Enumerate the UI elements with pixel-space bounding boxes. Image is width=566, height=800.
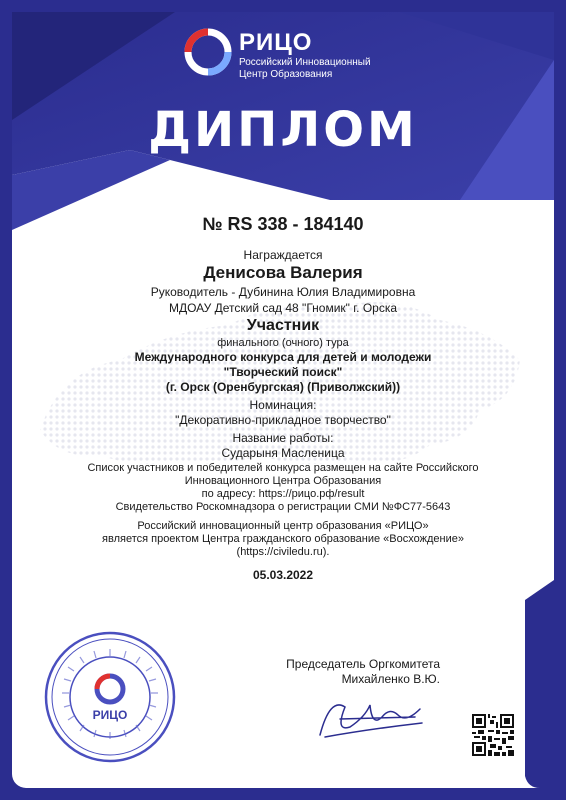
project-line3: (https://civiledu.ru). [236,546,330,558]
institution: МДОАУ Детский сад 48 "Гномик" г. Орска [168,301,398,315]
rico-logo [183,27,383,83]
work-title-label: Название работы: [232,431,334,445]
logo-name: РИЦО [239,29,313,56]
logo-subtitle-line2: Центр Образования [239,69,333,80]
nomination-value: "Декоративно-прикладное творчество" [175,413,391,427]
contest-name-line1: Международного конкурса для детей и молодежи [134,350,432,364]
notice-line4: Свидетельство Роскомнадзора о регистрации СМИ №ФС77-5643 [115,501,451,513]
contest-location: (г. Орск (Оренбургская) (Приволжский)) [165,380,401,394]
issue-date: 05.03.2022 [252,568,314,582]
award-role: Участник [246,317,320,334]
qr-code[interactable] [470,712,516,758]
logo-subtitle-line1: Российский Инновационный [239,57,371,68]
nomination-label: Номинация: [249,398,317,412]
logo-subtitle [239,57,371,81]
diploma-number: № RS 338 - 184140 [202,214,364,234]
handwritten-signature [310,687,430,747]
supervisor: Руководитель - Дубинина Юлия Владимировна [150,285,416,299]
notice-line1: Список участников и победителей конкурса размещен на сайте Российского [87,462,479,474]
stamp-center-text: РИЦО [92,708,128,722]
project-line2: является проектом Центра гражданского образование «Восхождение» [102,533,464,545]
recipient-name: Денисова Валерия [203,263,363,282]
rico-logo-icon [183,27,233,77]
official-stamp [40,627,180,767]
contest-name-line2: "Творческий поиск" [223,365,343,379]
signatory-position: Председатель Оргкомитета [286,657,440,671]
notice-line2: Инновационного Центра Образования [184,475,382,487]
signatory-name: Михайленко В.Ю. [341,672,440,686]
contest-stage: финального (очного) тура [217,337,349,349]
diploma-title: ДИПЛОМ [148,102,418,158]
work-title: Сударыня Масленица [221,446,345,460]
signature-block [250,657,440,687]
notice-line3: по адресу: https://рицо.рф/result [201,488,365,500]
awarded-label: Награждается [243,248,323,262]
project-line1: Российский инновационный центр образования «РИЦО» [137,520,429,532]
